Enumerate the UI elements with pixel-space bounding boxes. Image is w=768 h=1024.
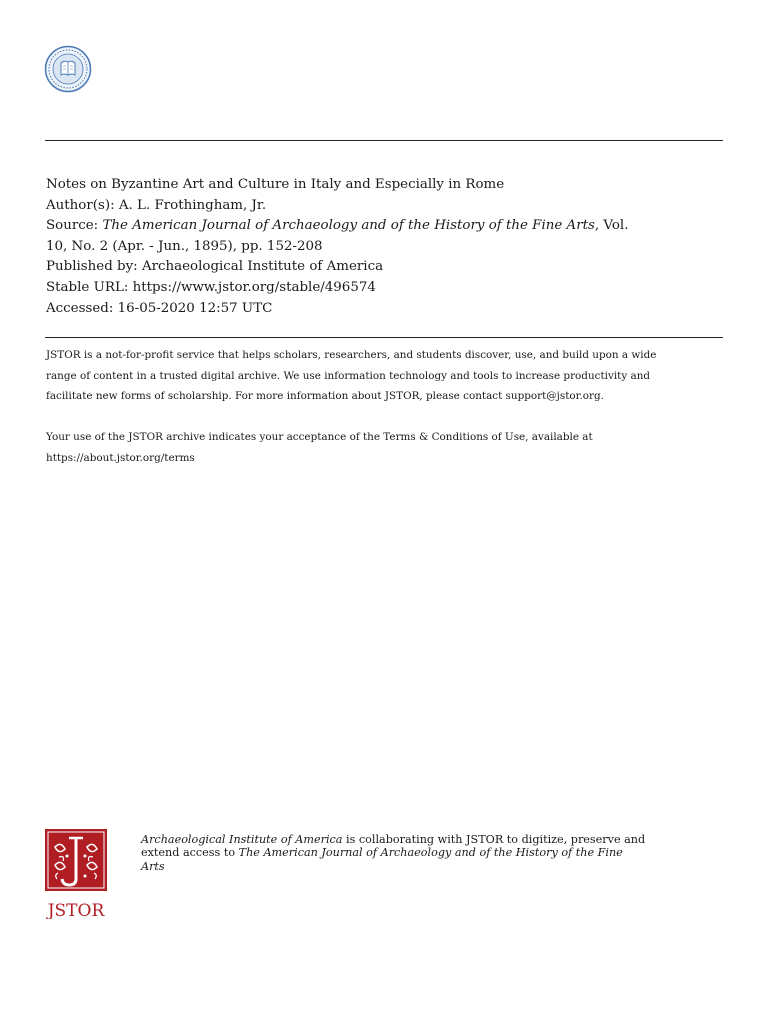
authors-line xyxy=(46,196,726,217)
publisher-value: Archaeological Institute of America xyxy=(141,259,384,275)
footer-journal-name-2: Arts xyxy=(141,859,165,873)
article-title: Notes on Byzantine Art and Culture in Italy and Especially in Rome xyxy=(46,177,505,192)
jstor-logo-icon xyxy=(45,829,107,919)
source-details: 10, No. 2 (Apr. - Jun., 1895), pp. 152-208 xyxy=(46,238,323,254)
footer-org-name: Archaeological Institute of America xyxy=(141,833,343,846)
about-jstor-paragraph xyxy=(46,345,726,407)
source-journal[interactable]: The American Journal of Archaeology and of the History of the Fine Arts xyxy=(102,218,595,234)
source-label: Source: xyxy=(46,218,99,234)
middle-divider xyxy=(45,337,723,338)
terms-paragraph xyxy=(46,427,726,468)
about-line-2: range of content in a trusted digital archive. We use information technology and tools to increase productivity and xyxy=(46,369,651,382)
about-line-3: facilitate new forms of scholarship. For more information about JSTOR, please contact support@jstor.org. xyxy=(46,390,604,403)
footer-text-mid: is collaborating with JSTOR to digitize, preserve and xyxy=(342,833,646,846)
jstor-notice xyxy=(46,345,726,468)
accessed-value: 16-05-2020 12:57 UTC xyxy=(117,300,273,316)
terms-link[interactable]: https://about.jstor.org/terms xyxy=(46,451,195,464)
article-metadata xyxy=(46,175,726,319)
jstor-library-seal-icon xyxy=(44,45,92,93)
publisher-line xyxy=(46,257,726,278)
stable-url-line xyxy=(46,278,726,299)
footer-journal-name-1: The American Journal of Archaeology and of the History of the Fine xyxy=(238,846,623,860)
source-line xyxy=(46,216,726,237)
accessed-label: Accessed: xyxy=(46,300,114,316)
about-line-1: JSTOR is a not-for-profit service that helps scholars, researchers, and students discover, use, and build upon a wide xyxy=(46,349,657,361)
footer-collaboration-text xyxy=(141,833,701,873)
top-divider xyxy=(45,140,723,141)
jstor-logo-wordmark: JSTOR xyxy=(47,901,105,919)
authors-value: A. L. Frothingham, Jr. xyxy=(118,197,267,213)
accessed-line xyxy=(46,299,726,320)
authors-label: Author(s): xyxy=(46,197,115,213)
stable-url-link[interactable]: https://www.jstor.org/stable/496574 xyxy=(132,279,376,295)
terms-line-1: Your use of the JSTOR archive indicates your acceptance of the Terms & Conditions of Use, available at xyxy=(46,431,593,444)
footer-text-extend: extend access to xyxy=(141,846,239,860)
source-volume: , Vol. xyxy=(594,218,629,234)
publisher-label: Published by: xyxy=(46,259,138,275)
stable-url-label: Stable URL: xyxy=(46,279,129,295)
